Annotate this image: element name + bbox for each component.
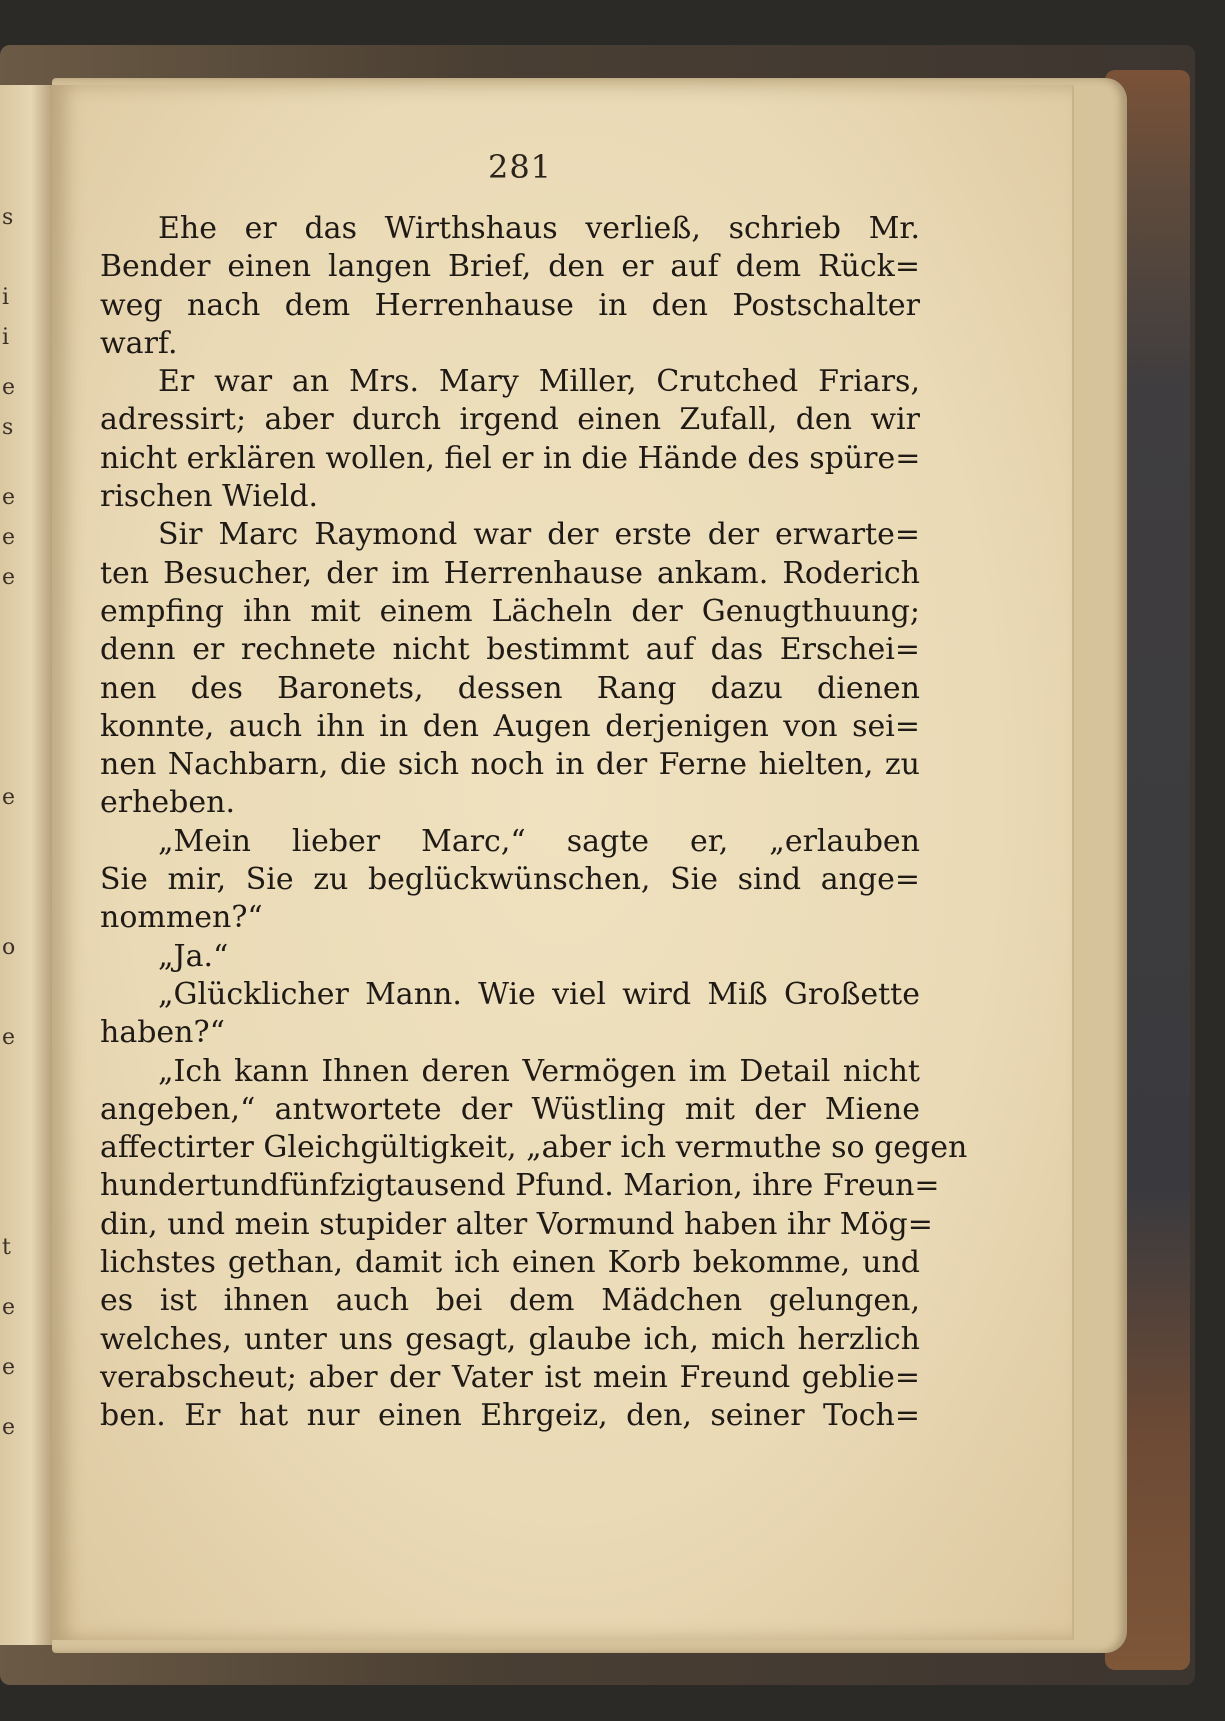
text-line: empfing ihn mit einem Lächeln der Genugthuung;	[100, 593, 920, 629]
text-line: din, und mein stupider alter Vormund haben ihr Mög=	[100, 1206, 933, 1242]
text-line: weg nach dem Herrenhause in den Postschalter	[100, 287, 920, 323]
text-line: verabscheut; aber der Vater ist mein Freund geblie=	[100, 1359, 920, 1395]
page-number: 281	[487, 148, 553, 186]
fragment-char: e	[2, 785, 16, 810]
text-line: „Mein lieber Marc,“ sagte er, „erlauben	[158, 823, 920, 859]
text-line: nen Nachbarn, die sich noch in der Ferne hielten, zu	[100, 747, 920, 783]
text-line: hundertundfünfzigtausend Pfund. Marion, ihre Freun=	[100, 1168, 940, 1204]
facing-page-fragments	[0, 85, 52, 1645]
text-line: rischen Wield.	[100, 479, 319, 515]
text-line: Er war an Mrs. Mary Miller, Crutched Friars,	[158, 364, 920, 400]
text-line: nicht erklären wollen, fiel er in die Hände des spüre=	[100, 440, 921, 476]
fragment-char: s	[2, 205, 14, 230]
fragment-char: i	[2, 285, 10, 310]
text-line: Bender einen langen Brief, den er auf dem Rück=	[100, 249, 920, 285]
text-line: welches, unter uns gesagt, glaube ich, mich herzlich	[100, 1321, 920, 1357]
text-line: nommen?“	[100, 900, 263, 936]
text-line: ten Besucher, der im Herrenhause ankam. Roderich	[100, 555, 920, 591]
text-line: warf.	[100, 325, 178, 361]
fragment-char: e	[2, 1415, 16, 1440]
text-line: adressirt; aber durch irgend einen Zufall, den wir	[100, 402, 920, 438]
text-line: haben?“	[100, 1015, 225, 1051]
text-line: „Ich kann Ihnen deren Vermögen im Detail nicht	[158, 1053, 920, 1089]
fragment-char: e	[2, 375, 16, 400]
text-line: affectirter Gleichgültigkeit, „aber ich vermuthe so gegen	[100, 1130, 968, 1166]
fragment-char: e	[2, 1355, 16, 1380]
fragment-char: t	[2, 1235, 11, 1260]
text-line: lichstes gethan, damit ich einen Korb bekomme, und	[100, 1245, 920, 1281]
fragment-char: e	[2, 1295, 16, 1320]
text-line: ben. Er hat nur einen Ehrgeiz, den, seiner Toch=	[100, 1398, 920, 1434]
text-line: Ehe er das Wirthshaus verließ, schrieb Mr.	[158, 211, 920, 246]
text-line: erheben.	[100, 785, 235, 821]
text-line: nen des Baronets, dessen Rang dazu dienen	[100, 670, 920, 706]
fragment-char: s	[2, 415, 14, 440]
text-line: Sie mir, Sie zu beglückwünschen, Sie sind ange=	[100, 862, 920, 898]
facing-page-edge	[0, 85, 52, 1645]
text-line: konnte, auch ihn in den Augen derjenigen von sei=	[100, 708, 920, 744]
text-line: „Ja.“	[158, 938, 229, 974]
fragment-char: e	[2, 565, 16, 590]
text-line: „Glücklicher Mann. Wie viel wird Miß Großette	[158, 976, 920, 1012]
text-line: angeben,“ antwortete der Wüstling mit der Miene	[100, 1091, 920, 1127]
fragment-char: e	[2, 1025, 16, 1050]
fragment-char: o	[2, 935, 16, 960]
text-line: es ist ihnen auch bei dem Mädchen gelungen,	[100, 1283, 920, 1319]
body-text	[100, 210, 968, 1436]
fragment-char: e	[2, 525, 16, 550]
fragment-char: i	[2, 325, 10, 350]
text-line: Sir Marc Raymond war der erste der erwarte=	[158, 517, 920, 553]
text-line: denn er rechnete nicht bestimmt auf das Erschei=	[100, 632, 920, 668]
fragment-char: e	[2, 485, 16, 510]
